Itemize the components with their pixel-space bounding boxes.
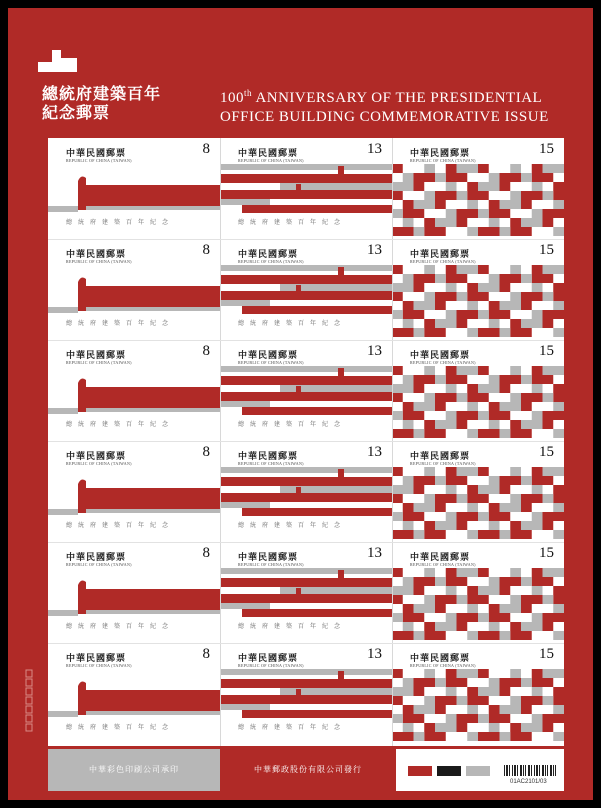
stamp-13[interactable] — [220, 239, 392, 340]
country-name-en: REPUBLIC OF CHINA (TAIWAN) — [66, 259, 132, 264]
stamp-15[interactable] — [392, 542, 564, 643]
stamp-caption: 總統府建築百年紀念 — [238, 623, 347, 630]
denomination: 15 — [539, 242, 554, 258]
country-name-cn: 中華民國郵票 — [238, 351, 299, 361]
country-name-cn: 中華民國郵票 — [66, 654, 127, 664]
barcode-icon — [504, 765, 556, 776]
title-en-line1: ANNIVERSARY OF THE PRESIDENTIAL — [252, 90, 543, 106]
stamp-15[interactable] — [392, 239, 564, 340]
stamp-caption: 總統府建築百年紀念 — [66, 623, 175, 630]
perforation-horizontal — [48, 542, 564, 543]
stamp-caption: 總統府建築百年紀念 — [238, 724, 347, 731]
denomination: 8 — [202, 444, 210, 460]
country-name-en: REPUBLIC OF CHINA (TAIWAN) — [66, 663, 132, 668]
stamp-13[interactable] — [220, 542, 392, 643]
country-name-en: REPUBLIC OF CHINA (TAIWAN) — [238, 158, 304, 163]
country-name-cn: 中華民國郵票 — [66, 452, 127, 462]
stamp-8[interactable] — [48, 441, 220, 542]
perforation-horizontal — [48, 340, 564, 341]
country-name-cn: 中華民國郵票 — [238, 250, 299, 260]
country-name-en: REPUBLIC OF CHINA (TAIWAN) — [238, 562, 304, 567]
stamp-row — [48, 542, 564, 643]
sheet-title-chinese: 總統府建築百年 紀念郵票 — [42, 84, 162, 122]
denomination: 15 — [539, 545, 554, 561]
stamp-8[interactable] — [48, 340, 220, 441]
country-name-cn: 中華民國郵票 — [66, 149, 127, 159]
denomination: 13 — [367, 242, 382, 258]
country-name-cn: 中華民國郵票 — [410, 250, 471, 260]
country-name-cn: 中華民國郵票 — [238, 452, 299, 462]
perforation-horizontal — [48, 441, 564, 442]
denomination: 8 — [202, 343, 210, 359]
stamp-row — [48, 340, 564, 441]
country-name-en: REPUBLIC OF CHINA (TAIWAN) — [66, 360, 132, 365]
stamp-row — [48, 239, 564, 340]
stamp-8[interactable] — [48, 542, 220, 643]
color-box-black — [437, 766, 461, 776]
country-name-en: REPUBLIC OF CHINA (TAIWAN) — [238, 461, 304, 466]
stamp-row — [48, 138, 564, 239]
stamp-8[interactable] — [48, 138, 220, 239]
perforation-horizontal — [48, 239, 564, 240]
country-name-en: REPUBLIC OF CHINA (TAIWAN) — [410, 360, 476, 365]
stamp-caption: 總統府建築百年紀念 — [238, 320, 347, 327]
printer-credit: 中華彩色印刷公司承印 — [48, 749, 220, 791]
country-name-en: REPUBLIC OF CHINA (TAIWAN) — [410, 562, 476, 567]
sheet-number: 01AC2101/03 — [510, 779, 547, 785]
country-name-cn: 中華民國郵票 — [410, 351, 471, 361]
denomination: 13 — [367, 343, 382, 359]
color-control-panel — [396, 749, 564, 791]
country-name-en: REPUBLIC OF CHINA (TAIWAN) — [410, 461, 476, 466]
country-name-en: REPUBLIC OF CHINA (TAIWAN) — [66, 562, 132, 567]
color-box-gray — [466, 766, 490, 776]
denomination: 15 — [539, 141, 554, 157]
stamp-caption: 總統府建築百年紀念 — [66, 724, 175, 731]
denomination: 8 — [202, 646, 210, 662]
stamp-row — [48, 441, 564, 542]
issuer-credit: 中華郵政股份有限公司發行 — [222, 749, 394, 791]
stamp-pane — [48, 138, 564, 746]
country-name-en: REPUBLIC OF CHINA (TAIWAN) — [410, 158, 476, 163]
stamp-caption: 總統府建築百年紀念 — [238, 421, 347, 428]
stamp-8[interactable] — [48, 643, 220, 744]
denomination: 13 — [367, 444, 382, 460]
country-name-cn: 中華民國郵票 — [66, 553, 127, 563]
stamp-13[interactable] — [220, 138, 392, 239]
country-name-en: REPUBLIC OF CHINA (TAIWAN) — [410, 259, 476, 264]
stamp-caption: 總統府建築百年紀念 — [66, 522, 175, 529]
country-name-cn: 中華民國郵票 — [410, 553, 471, 563]
denomination: 8 — [202, 141, 210, 157]
perforation-vertical — [220, 138, 221, 746]
country-name-en: REPUBLIC OF CHINA (TAIWAN) — [238, 663, 304, 668]
country-name-cn: 中華民國郵票 — [66, 250, 127, 260]
denomination: 13 — [367, 141, 382, 157]
stamp-15[interactable] — [392, 643, 564, 744]
stamp-13[interactable] — [220, 441, 392, 542]
country-name-cn: 中華民國郵票 — [238, 654, 299, 664]
country-name-cn: 中華民國郵票 — [410, 654, 471, 664]
country-name-en: REPUBLIC OF CHINA (TAIWAN) — [238, 259, 304, 264]
title-en-sup: th — [244, 88, 253, 98]
denomination: 8 — [202, 545, 210, 561]
color-box-red — [408, 766, 432, 776]
margin-code-icon — [24, 668, 34, 738]
stamp-13[interactable] — [220, 643, 392, 744]
denomination: 13 — [367, 545, 382, 561]
stamp-row — [48, 643, 564, 744]
country-name-en: REPUBLIC OF CHINA (TAIWAN) — [238, 360, 304, 365]
country-name-cn: 中華民國郵票 — [238, 149, 299, 159]
country-name-cn: 中華民國郵票 — [66, 351, 127, 361]
stamp-15[interactable] — [392, 340, 564, 441]
country-name-cn: 中華民國郵票 — [410, 149, 471, 159]
stamp-sheet — [8, 8, 593, 800]
stamp-8[interactable] — [48, 239, 220, 340]
presidential-office-logo-icon — [36, 48, 80, 74]
sheet-title-english — [220, 84, 549, 127]
country-name-en: REPUBLIC OF CHINA (TAIWAN) — [410, 663, 476, 668]
title-en-line2: OFFICE BUILDING COMMEMORATIVE ISSUE — [220, 109, 549, 125]
stamp-15[interactable] — [392, 441, 564, 542]
stamp-caption: 總統府建築百年紀念 — [238, 219, 347, 226]
stamp-13[interactable] — [220, 340, 392, 441]
denomination: 15 — [539, 646, 554, 662]
stamp-caption: 總統府建築百年紀念 — [66, 219, 175, 226]
denomination: 13 — [367, 646, 382, 662]
stamp-caption: 總統府建築百年紀念 — [238, 522, 347, 529]
stamp-caption: 總統府建築百年紀念 — [66, 320, 175, 327]
perforation-vertical — [392, 138, 393, 746]
country-name-en: REPUBLIC OF CHINA (TAIWAN) — [66, 158, 132, 163]
country-name-en: REPUBLIC OF CHINA (TAIWAN) — [66, 461, 132, 466]
denomination: 15 — [539, 444, 554, 460]
stamp-15[interactable] — [392, 138, 564, 239]
denomination: 8 — [202, 242, 210, 258]
country-name-cn: 中華民國郵票 — [410, 452, 471, 462]
country-name-cn: 中華民國郵票 — [238, 553, 299, 563]
title-en-prefix: 100 — [220, 90, 244, 106]
denomination: 15 — [539, 343, 554, 359]
perforation-horizontal — [48, 643, 564, 644]
stamp-caption: 總統府建築百年紀念 — [66, 421, 175, 428]
